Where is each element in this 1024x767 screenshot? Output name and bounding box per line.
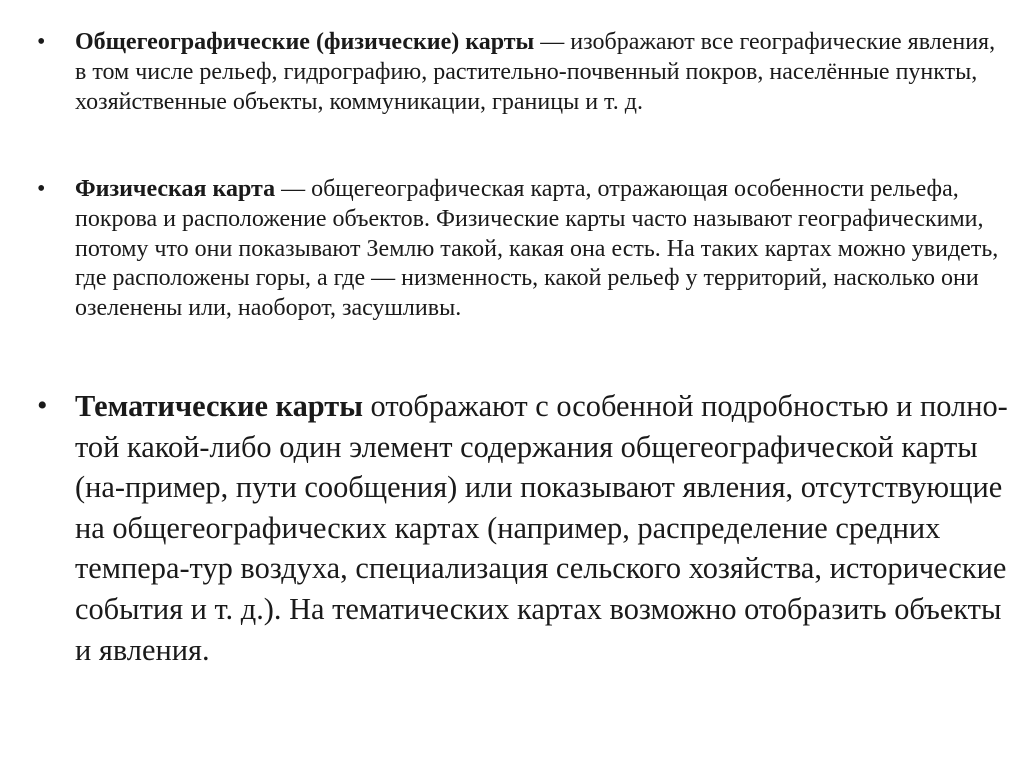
bullet-term: Тематические карты [75, 389, 363, 423]
bullet-marker: • [37, 29, 46, 55]
bullet-item-physical-map [37, 175, 1012, 324]
bullet-marker: • [37, 176, 46, 202]
bullet-item-general-maps [37, 28, 1012, 117]
bullet-text: — изображают все географические явления, в том числе рельеф, гидрографию, растительно-почвенный покров, населённые пункты, хозяйственные объекты, коммуникации, границы и т. д. [75, 29, 996, 115]
bullet-term: Общегеографические (физические) карты [75, 29, 535, 55]
bullet-text: — общегеографическая карта, отражающая особенности рельефа, покрова и расположение объектов. Физические карты часто называют географическими, потому что они показывают Землю такой, какая она есть. На таких картах можно увидеть, где расположены горы, а где — низменность, какой рельеф у территорий, насколько они озеленены или, наоборот, засушливы. [75, 176, 999, 322]
bullet-term: Физическая карта [75, 176, 276, 202]
bullet-marker: • [37, 389, 48, 422]
bullet-item-thematic-maps [37, 386, 1012, 670]
bullet-text: отображают с особенной подробностью и полно-той какой-либо один элемент содержания общегеографической карты (на-пример, пути сообщения) или показывают явления, отсутствующие на общегеографических картах (например, распределение средних темпера-тур воздуха, специализация сельского хозяйства, исторические события и т. д.). На тематических картах возможно отобразить объекты и явления. [75, 389, 1008, 667]
